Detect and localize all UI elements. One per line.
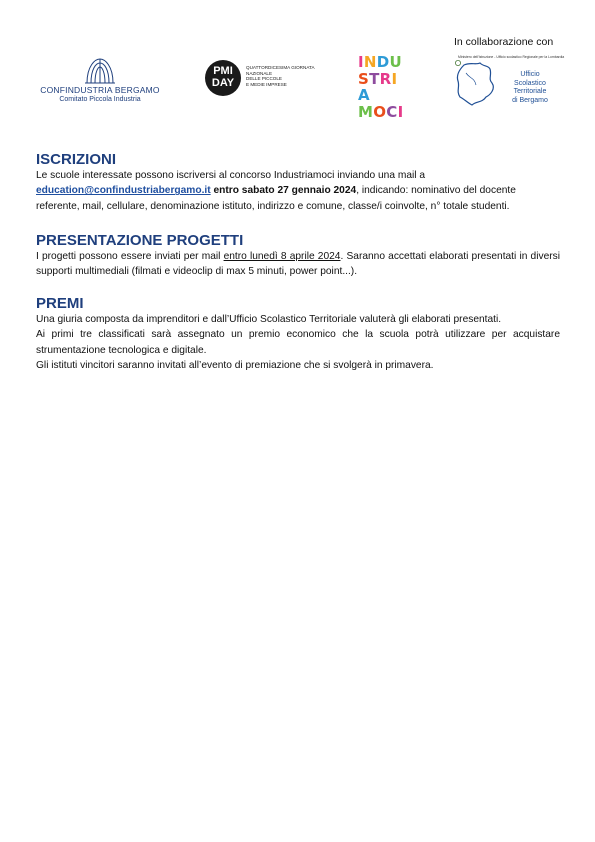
confindustria-subtitle: Comitato Piccola Industria xyxy=(59,96,141,103)
industriamoci-letter: T xyxy=(369,69,380,88)
presentazione-section xyxy=(36,232,560,280)
pmi-tagline-line: DELLE PICCOLE xyxy=(246,76,282,82)
premi-line: Ai primi tre classificati sarà assegnato un premio economico che la scuola potrà utilizzare per acquistare strumentazione tecnologica e digitale. xyxy=(36,329,560,356)
industriamoci-letter: O xyxy=(373,102,387,121)
industriamoci-letter: R xyxy=(379,69,392,88)
pmi-tagline-line: NAZIONALE xyxy=(246,70,273,76)
presentazione-intro: I progetti possono essere inviati per mail xyxy=(36,251,224,262)
premi-title: PREMI xyxy=(36,295,84,312)
industriamoci-row xyxy=(358,71,406,104)
industriamoci-letter: U xyxy=(389,53,402,71)
ufficio-scolastico-logo xyxy=(450,55,565,110)
pmi-day-tagline xyxy=(246,65,326,87)
premi-line: Una giuria composta da imprenditori e dall’Ufficio Scolastico Territoriale valuterà gli elaborati presentati. xyxy=(36,314,502,325)
presentazione-title: PRESENTAZIONE PROGETTI xyxy=(36,232,244,249)
confindustria-name: CONFINDUSTRIA BERGAMO xyxy=(40,85,160,95)
iscrizioni-deadline: entro sabato 27 gennaio 2024 xyxy=(213,185,357,197)
iscrizioni-section xyxy=(36,151,560,214)
industriamoci-row xyxy=(358,104,406,121)
iscrizioni-title: ISCRIZIONI xyxy=(36,151,117,168)
iscrizioni-text xyxy=(36,168,560,214)
ufficio-name-line: di Bergamo xyxy=(512,96,548,104)
presentazione-deadline: entro lunedì 8 aprile 2024 xyxy=(223,251,341,262)
ministero-caption: Ministero dell'Istruzione - Ufficio scolastico Regionale per la Lombardia xyxy=(458,55,565,59)
ufficio-name-line: Territoriale xyxy=(513,88,547,95)
pmi-day-logo xyxy=(205,60,330,100)
ufficio-name xyxy=(502,71,558,105)
industriamoci-letter: C xyxy=(386,102,398,121)
iscrizioni-intro: Le scuole interessate possono iscriversi al concorso Industriamoci inviando una mail a xyxy=(36,170,426,181)
iscrizioni-details: , indicando: nominativo del docente referente, mail, cellulare, denominazione istituto, indirizzo e comune, classe/i coinvolte, n° totale studenti. xyxy=(36,185,516,212)
pmi-day-badge xyxy=(205,60,241,96)
industriamoci-letter: A xyxy=(358,86,370,104)
confindustria-emblem-icon xyxy=(83,56,117,84)
industriamoci-letter: M xyxy=(358,102,374,121)
pmi-day-line2: DAY xyxy=(211,77,235,89)
industriamoci-letter: I xyxy=(397,102,404,121)
education-email-link[interactable]: education@confindustriabergamo.it xyxy=(36,185,211,197)
pmi-day-line1: PMI xyxy=(213,65,233,77)
pmi-tagline-line: QUATTORDICESIMA GIORNATA xyxy=(246,65,315,70)
industriamoci-letter: I xyxy=(358,53,364,71)
industriamoci-letter: D xyxy=(376,53,390,71)
industriamoci-letter: N xyxy=(363,53,377,71)
premi-section xyxy=(36,295,560,374)
presentazione-text xyxy=(36,249,560,280)
industriamoci-letter: I xyxy=(391,69,398,88)
confindustria-logo xyxy=(36,56,164,106)
industriamoci-letter: S xyxy=(358,69,370,88)
presentazione-details: . Saranno accettati elaborati presentati in diversi supporti multimediali (filmati e videoclip di max 5 minuti, power point...). xyxy=(36,251,560,278)
ufficio-name-line: Scolastico xyxy=(514,79,546,87)
pmi-tagline-line: E MEDIE IMPRESE xyxy=(246,81,287,87)
lombardia-map-icon xyxy=(450,59,510,111)
industriamoci-row xyxy=(358,54,406,71)
collaboration-label: In collaborazione con xyxy=(454,36,554,48)
premi-line: Gli istituti vincitori saranno invitati all’evento di premiazione che si svolgerà in primavera. xyxy=(36,360,434,372)
ufficio-name-line: Ufficio xyxy=(520,71,540,78)
industriamoci-logo xyxy=(358,53,406,121)
